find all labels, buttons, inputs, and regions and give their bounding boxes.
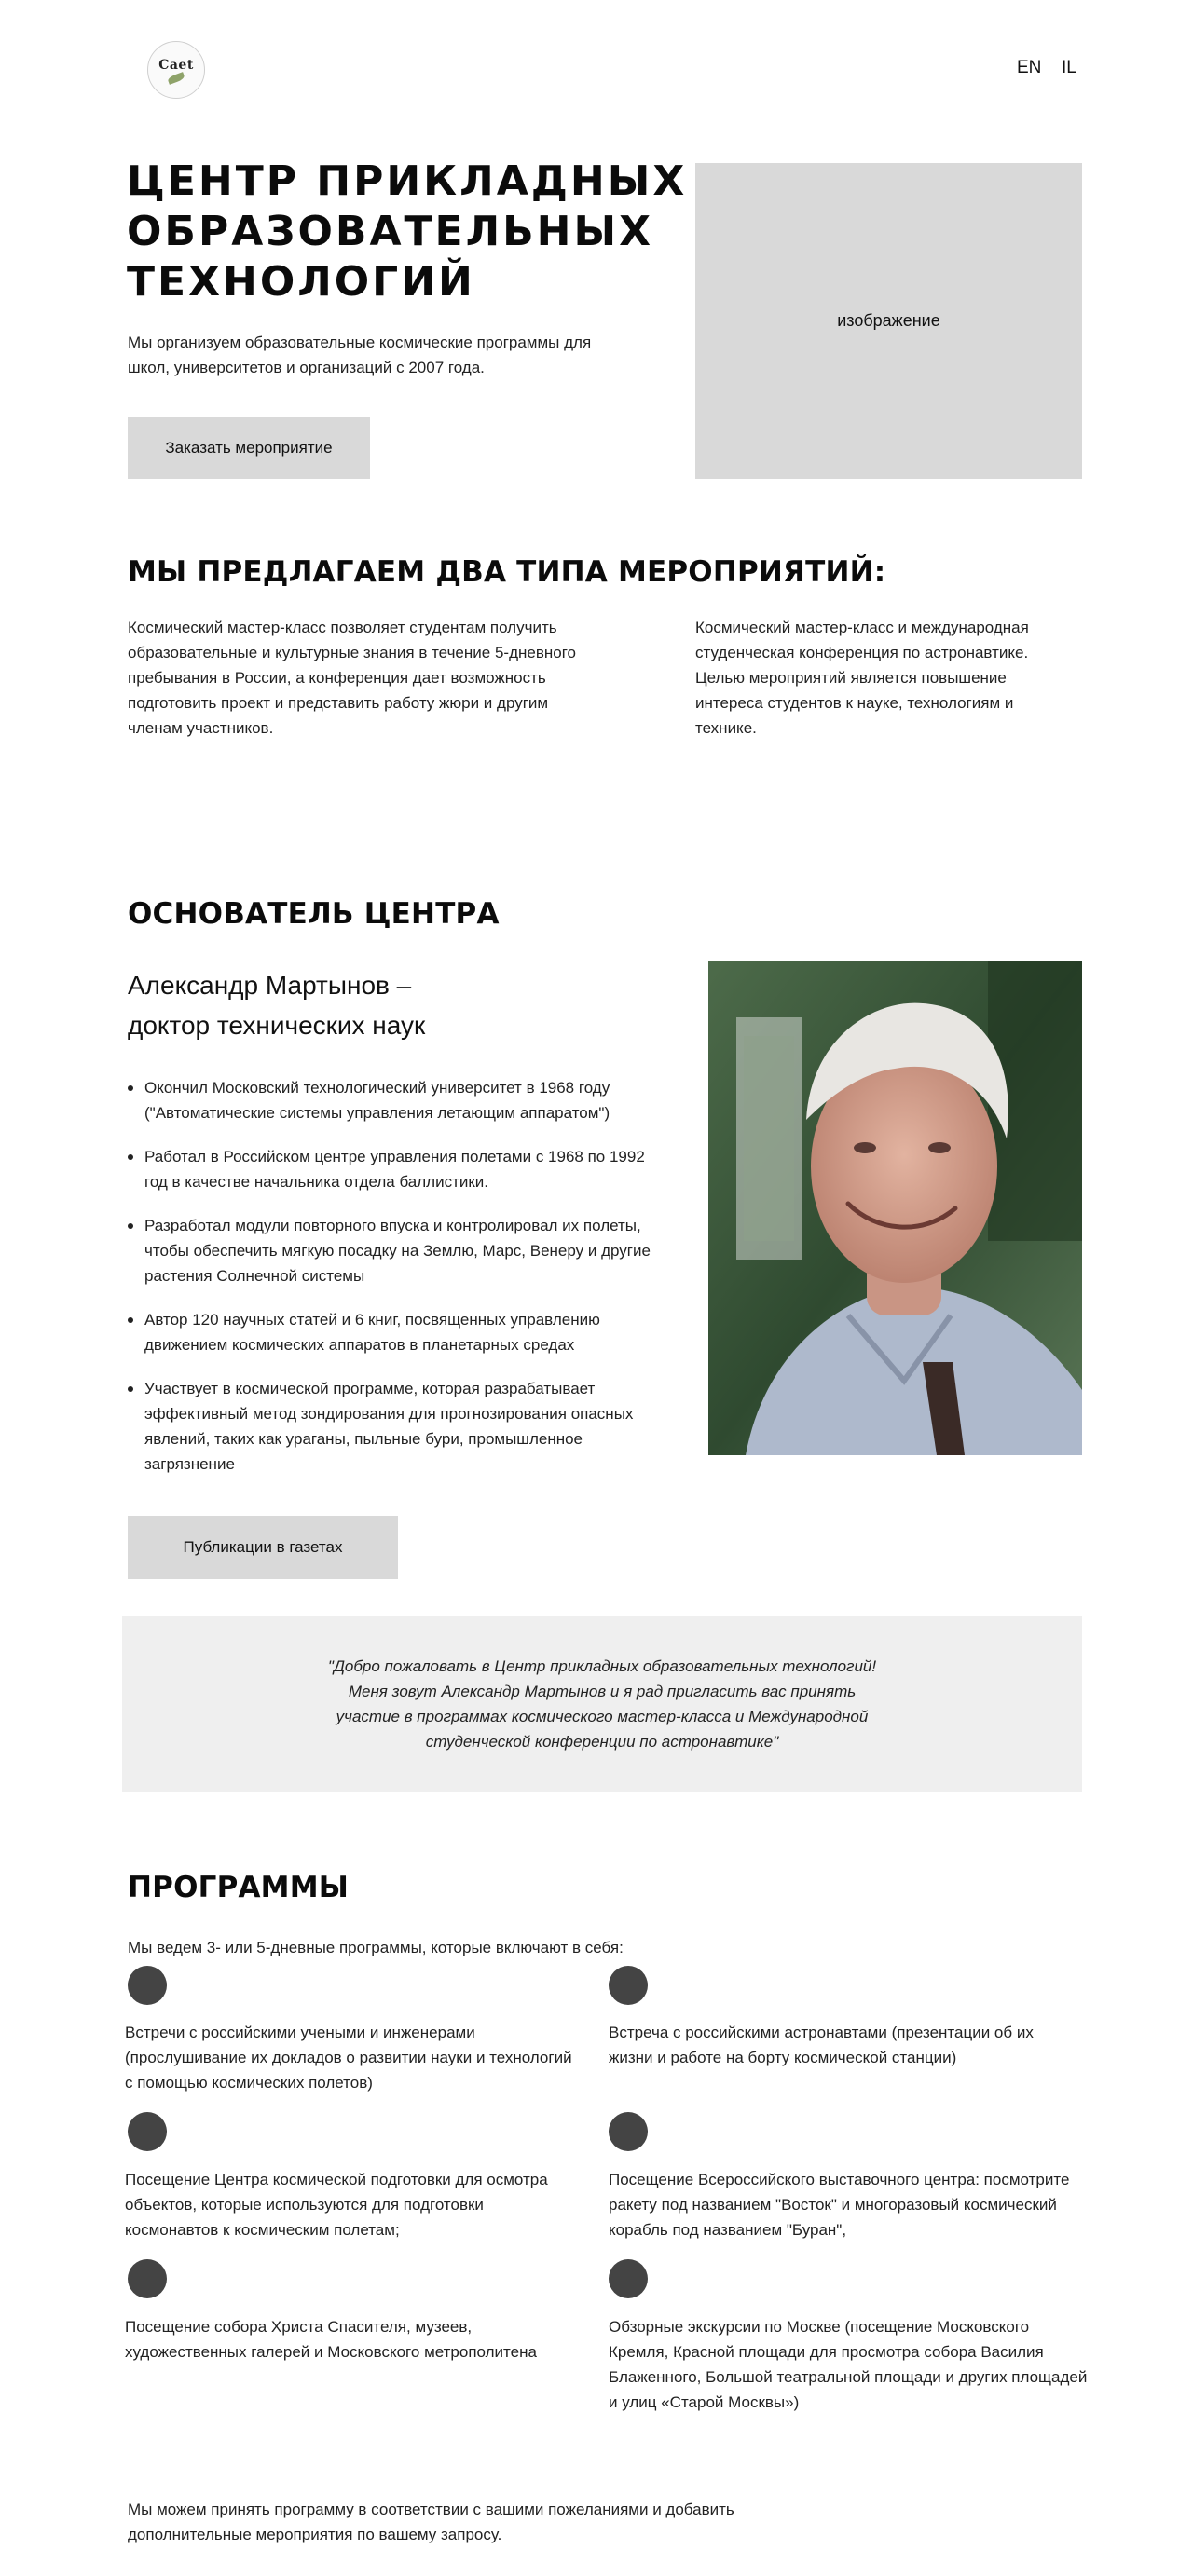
program-bullet-icon [609, 1966, 648, 2005]
leaf-icon [167, 72, 185, 85]
event-description-conference: Космический мастер-класс и международная студенческая конференция по астронавтике. Целью мероприятий является повышение интереса студентов к науке, технологиям и технике. [695, 619, 1029, 737]
lang-il-link[interactable]: IL [1062, 58, 1076, 77]
program-item: Встречи с российскими учеными и инженерами (прослушивание их докладов о развитии науки и технологий с помощью космических полетов) [125, 2024, 572, 2092]
programs-title: ПРОГРАММЫ [128, 1871, 350, 1904]
program-item: Посещение Центра космической подготовки для осмотра объектов, которые используются для подготовки космонавтов к космическим полетам; [125, 2171, 548, 2239]
hero-image-placeholder [695, 163, 1082, 479]
event-description-masterclass: Космический мастер-класс позволяет студентам получить образовательные и культурные знания в течение 5-дневного пребывания в России, а конференция дает возможность подготовить проект и представить работу жюри и другим членам участников. [128, 619, 576, 737]
list-item: Участвует в космической программе, которая разрабатывает эффективный метод зондирования для прогнозирования опасных явлений, таких как ураганы, пыльные бури, промышленное загрязнение [128, 1376, 659, 1477]
founder-name [128, 965, 650, 1045]
founder-portrait-illustration [708, 961, 1082, 1455]
program-bullet-icon [128, 2259, 167, 2298]
lang-en-link[interactable]: EN [1017, 58, 1042, 77]
events-title: МЫ ПРЕДЛАГАЕМ ДВА ТИПА МЕРОПРИЯТИЙ: [128, 555, 886, 589]
program-bullet-icon [609, 2112, 648, 2151]
list-item: Автор 120 научных статей и 6 книг, посвященных управлению движением космических аппаратов в планетарных средах [128, 1307, 659, 1357]
program-bullet-icon [128, 1966, 167, 2005]
program-item: Посещение собора Христа Спасителя, музеев, художественных галерей и Московского метрополитена [125, 2318, 537, 2361]
founder-name-line: Александр Мартынов – [128, 971, 412, 1000]
logo-text: Caet [158, 58, 194, 73]
program-bullet-icon [128, 2112, 167, 2151]
list-item: Окончил Московский технологический университет в 1968 году ("Автоматические системы управления летающим аппаратом") [128, 1075, 659, 1125]
founder-bio-list [128, 1075, 659, 1495]
program-bullet-icon [609, 2259, 648, 2298]
order-event-button[interactable]: Заказать мероприятие [128, 417, 370, 479]
founder-title: ОСНОВАТЕЛЬ ЦЕНТРА [128, 897, 500, 931]
list-item: Разработал модули повторного впуска и контролировал их полеты, чтобы обеспечить мягкую посадку на Землю, Марс, Венеру и другие растения Солнечной системы [128, 1213, 659, 1288]
programs-closing-note: Мы можем принять программу в соответствии с вашими пожеланиями и добавить дополнительные мероприятия по вашему запросу. [128, 2501, 734, 2543]
hero-subtitle: Мы организуем образовательные космические программы для школ, университетов и организаций с 2007 года. [128, 334, 592, 376]
program-item: Обзорные экскурсии по Москве (посещение Московского Кремля, Красной площади для просмотра собора Василия Блаженного, Большой театральной площади и других площадей и улиц «Старой Москвы») [609, 2318, 1088, 2411]
founder-degree-line: доктор технических наук [128, 1011, 426, 1040]
program-item: Встреча с российскими астронавтами (презентации об их жизни и работе на борту космической станции) [609, 2024, 1034, 2066]
hero-title: ЦЕНТР ПРИКЛАДНЫХ ОБРАЗОВАТЕЛЬНЫХ ТЕХНОЛОГИЙ [127, 157, 688, 306]
programs-intro: Мы ведем 3- или 5-дневные программы, которые включают в себя: [128, 1939, 624, 1956]
logo[interactable] [147, 41, 205, 99]
hero-image-label: изображение [837, 311, 940, 330]
quote-text: "Добро пожаловать в Центр прикладных образовательных технологий! Меня зовут Александр Мартынов и я рад пригласить вас принять участие в программах космического мастер-класса и Международной студенческой конференции по астронавтике" [327, 1657, 877, 1751]
newspaper-publications-button[interactable]: Публикации в газетах [128, 1516, 398, 1579]
list-item: Работал в Российском центре управления полетами с 1968 по 1992 год в качестве начальника отдела баллистики. [128, 1144, 659, 1194]
program-item: Посещение Всероссийского выставочного центра: посмотрите ракету под названием "Восток" и многоразовый космический корабль под названием "Буран", [609, 2171, 1070, 2239]
welcome-quote [122, 1616, 1082, 1792]
founder-photo [708, 961, 1082, 1455]
